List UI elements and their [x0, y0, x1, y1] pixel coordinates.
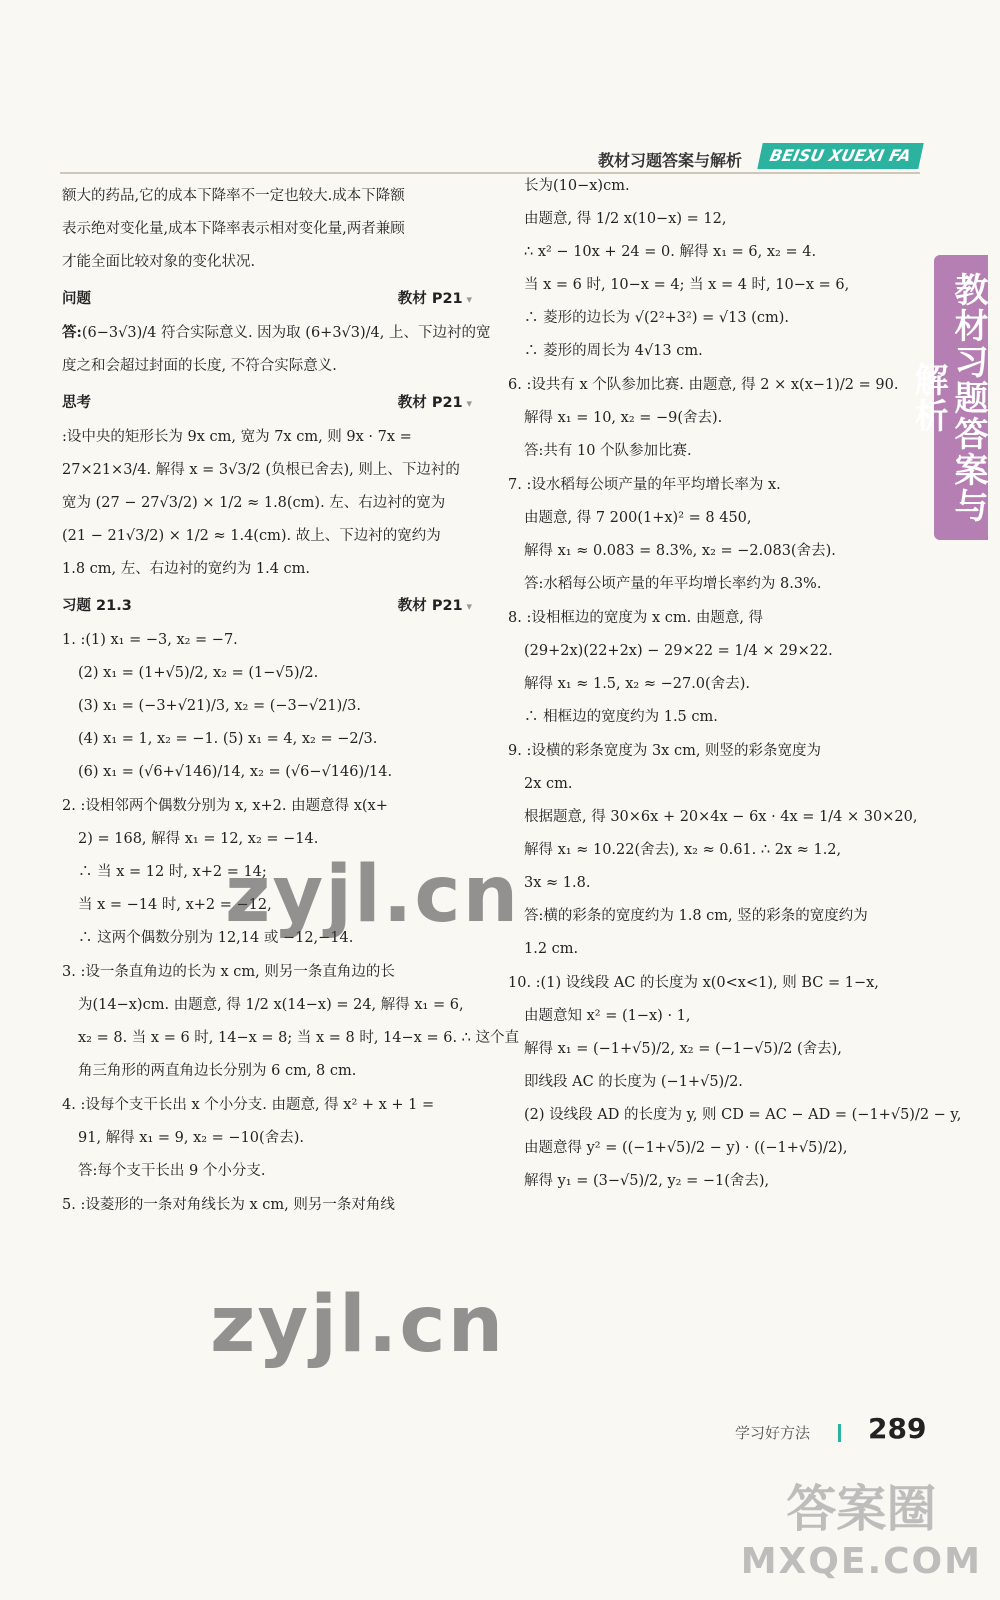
q5-text: :设菱形的一条对角线长为 x cm, 则另一条对角线 [80, 1197, 395, 1213]
q9-line: 根据题意, 得 30×6x + 20×4x − 6x · 4x = 1/4 × 30×20, [524, 809, 918, 825]
section-title: 习题 21.3 [62, 598, 132, 614]
q1-text: :(1) x₁ = −3, x₂ = −7. [80, 632, 238, 648]
page-number: 289 [868, 1412, 927, 1445]
q5-cont-line: 由题意, 得 1/2 x(10−x) = 12, [524, 211, 727, 227]
textbook-ref: 教材 P21 ▾ [398, 590, 472, 623]
q9-line: 答:横的彩条的宽度约为 1.8 cm, 竖的彩条的宽度约为 [524, 908, 868, 924]
sidebar-tab: 教材习题答案与解析 [934, 255, 988, 540]
solution-line: (21 − 21√3/2) × 1/2 ≈ 1.4(cm). 故上、下边衬的宽约为 [62, 528, 441, 544]
watermark-site: zyjl.cn [225, 850, 521, 940]
corner-watermark-cn: 答案圈 [786, 1480, 937, 1538]
solution-line: 宽为 (27 − 27√3/2) × 1/2 ≈ 1.8(cm). 左、右边衬的宽为 [62, 495, 446, 511]
q8-line [508, 601, 918, 635]
q7-line: 由题意, 得 7 200(1+x)² = 8 450, [524, 510, 752, 526]
q8-line: ∴ 相框边的宽度约为 1.5 cm. [524, 709, 718, 725]
q7-line [508, 468, 918, 502]
question-number: 2. [62, 798, 76, 814]
q4-line: 91, 解得 x₁ = 9, x₂ = −10(舍去). [78, 1130, 304, 1146]
question-number: 7. [508, 477, 522, 493]
q2-text: :设相邻两个偶数分别为 x, x+2. 由题意得 x(x+ [80, 798, 388, 814]
q9-line [508, 734, 918, 768]
q2-line: 2) = 168, 解得 x₁ = 12, x₂ = −14. [78, 831, 319, 847]
solution-line: 1.8 cm, 左、右边衬的宽约为 1.4 cm. [62, 561, 311, 577]
q5-line [62, 1188, 472, 1222]
q3-line: 角三角形的两直角边长分别为 6 cm, 8 cm. [78, 1063, 357, 1079]
q3-line: x₂ = 8. 当 x = 6 时, 14−x = 8; 当 x = 8 时, 14−x = 6. ∴ 这个直 [78, 1030, 520, 1046]
q8-line: (29+2x)(22+2x) − 29×22 = 1/4 × 29×22. [524, 643, 833, 659]
q6-text: :设共有 x 个队参加比赛. 由题意, 得 2 × x(x−1)/2 = 90. [526, 377, 899, 393]
q1-line: (3) x₁ = (−3+√21)/3, x₂ = (−3−√21)/3. [78, 698, 361, 714]
q5-cont-line: ∴ 菱形的周长为 4√13 cm. [524, 343, 703, 359]
question-number: 5. [62, 1197, 76, 1213]
q1-line: (4) x₁ = 1, x₂ = −1. (5) x₁ = 4, x₂ = −2/3. [78, 731, 378, 747]
q10-line: 解得 y₁ = (3−√5)/2, y₂ = −1(舍去), [524, 1173, 770, 1189]
q9-line: 解得 x₁ ≈ 10.22(舍去), x₂ ≈ 0.61. ∴ 2x ≈ 1.2, [524, 842, 842, 858]
section-header-problem [62, 283, 472, 316]
q2-line: 当 x = −14 时, x+2 = −12, [78, 897, 272, 913]
section-header-think [62, 387, 472, 420]
q8-line: 解得 x₁ ≈ 1.5, x₂ ≈ −27.0(舍去). [524, 676, 750, 692]
textbook-ref: 教材 P21 ▾ [398, 387, 472, 420]
corner-watermark-logo [741, 1469, 982, 1582]
q3-line [62, 955, 472, 989]
question-number: 3. [62, 964, 76, 980]
q8-text: :设相框边的宽度为 x cm. 由题意, 得 [526, 610, 764, 626]
q7-line: 解得 x₁ ≈ 0.083 = 8.3%, x₂ = −2.083(舍去). [524, 543, 836, 559]
q1-line [62, 623, 472, 657]
answer-text: (6−3√3)/4 符合实际意义. 因为取 (6+3√3)/4, 上、下边衬的宽 [81, 325, 491, 341]
q4-text: :设每个支干长出 x 个小分支. 由题意, 得 x² + x + 1 = [80, 1097, 435, 1113]
q10-line: 由题意知 x² = (1−x) · 1, [524, 1008, 691, 1024]
q6-line: 解得 x₁ = 10, x₂ = −9(舍去). [524, 410, 723, 426]
q5-cont-line: ∴ 菱形的边长为 √(2²+3²) = √13 (cm). [524, 310, 789, 326]
q3-line: 为(14−x)cm. 由题意, 得 1/2 x(14−x) = 24, 解得 x₁ = 6, [78, 997, 464, 1013]
textbook-ref: 教材 P21 ▾ [398, 283, 472, 316]
header-tag: BEISU XUEXI FA [757, 143, 923, 169]
section-title: 思考 [62, 395, 91, 411]
q5-cont-line: 当 x = 6 时, 10−x = 4; 当 x = 4 时, 10−x = 6, [524, 277, 850, 293]
solution-text: :设中央的矩形长为 9x cm, 宽为 7x cm, 则 9x · 7x = [62, 429, 412, 445]
answer-line: 度之和会超过封面的长度, 不符合实际意义. [62, 358, 337, 374]
q2-line [62, 789, 472, 823]
intro-line: 额大的药品,它的成本下降率不一定也较大.成本下降额 [62, 188, 405, 204]
q7-line: 答:水稻每公顷产量的年平均增长率约为 8.3%. [524, 576, 822, 592]
q10-text: :(1) 设线段 AC 的长度为 x(0<x<1), 则 BC = 1−x, [535, 975, 879, 991]
q9-line: 1.2 cm. [524, 941, 579, 957]
q4-line [62, 1088, 472, 1122]
question-number: 10. [508, 975, 532, 991]
solution-line: 27×21×3/4. 解得 x = 3√3/2 (负根已舍去), 则上、下边衬的 [62, 462, 460, 478]
watermark-site: zyjl.cn [210, 1280, 506, 1370]
question-number: 4. [62, 1097, 76, 1113]
question-number: 6. [508, 377, 522, 393]
q9-line: 2x cm. [524, 776, 573, 792]
q9-text: :设横的彩条宽度为 3x cm, 则竖的彩条宽度为 [526, 743, 822, 759]
section-header-exercise [62, 590, 472, 623]
question-number: 9. [508, 743, 522, 759]
q3-text: :设一条直角边的长为 x cm, 则另一条直角边的长 [80, 964, 395, 980]
left-column [62, 180, 520, 1222]
question-number: 1. [62, 632, 76, 648]
q10-line [508, 966, 918, 1000]
intro-line: 表示绝对变化量,成本下降率表示相对变化量,两者兼顾 [62, 221, 405, 237]
q9-line: 3x ≈ 1.8. [524, 875, 591, 891]
q2-line: ∴ 当 x = 12 时, x+2 = 14; [78, 864, 267, 880]
intro-line: 才能全面比较对象的变化状况. [62, 254, 256, 270]
q5-cont-line: 长为(10−x)cm. [524, 178, 630, 194]
solution-line [62, 420, 472, 454]
q10-line: 解得 x₁ = (−1+√5)/2, x₂ = (−1−√5)/2 (舍去), [524, 1041, 842, 1057]
footer-slogan: 学习好方法 [735, 1424, 811, 1442]
answer-label: 答: [62, 324, 82, 341]
q6-line [508, 368, 918, 402]
header-title: 教材习题答案与解析 [598, 151, 743, 170]
q6-line: 答:共有 10 个队参加比赛. [524, 443, 692, 459]
answer-line [62, 316, 491, 350]
section-title: 问题 [62, 291, 91, 307]
q10-line: 即线段 AC 的长度为 (−1+√5)/2. [524, 1074, 743, 1090]
q10-line: (2) 设线段 AD 的长度为 y, 则 CD = AC − AD = (−1+√5)/2 − y, [524, 1107, 962, 1123]
q10-line: 由题意得 y² = ((−1+√5)/2 − y) · ((−1+√5)/2), [524, 1140, 848, 1156]
q5-cont-line: ∴ x² − 10x + 24 = 0. 解得 x₁ = 6, x₂ = 4. [524, 244, 817, 260]
footer-divider [838, 1424, 841, 1442]
q7-text: :设水稻每公顷产量的年平均增长率为 x. [526, 477, 781, 493]
q1-line: (6) x₁ = (√6+√146)/14, x₂ = (√6−√146)/14. [78, 764, 393, 780]
q4-line: 答:每个支干长出 9 个小分支. [78, 1163, 266, 1179]
q2-line: ∴ 这两个偶数分别为 12,14 或 −12,−14. [78, 930, 354, 946]
q1-line: (2) x₁ = (1+√5)/2, x₂ = (1−√5)/2. [78, 665, 319, 681]
corner-watermark-en: MXQE.COM [740, 1541, 982, 1582]
question-number: 8. [508, 610, 522, 626]
